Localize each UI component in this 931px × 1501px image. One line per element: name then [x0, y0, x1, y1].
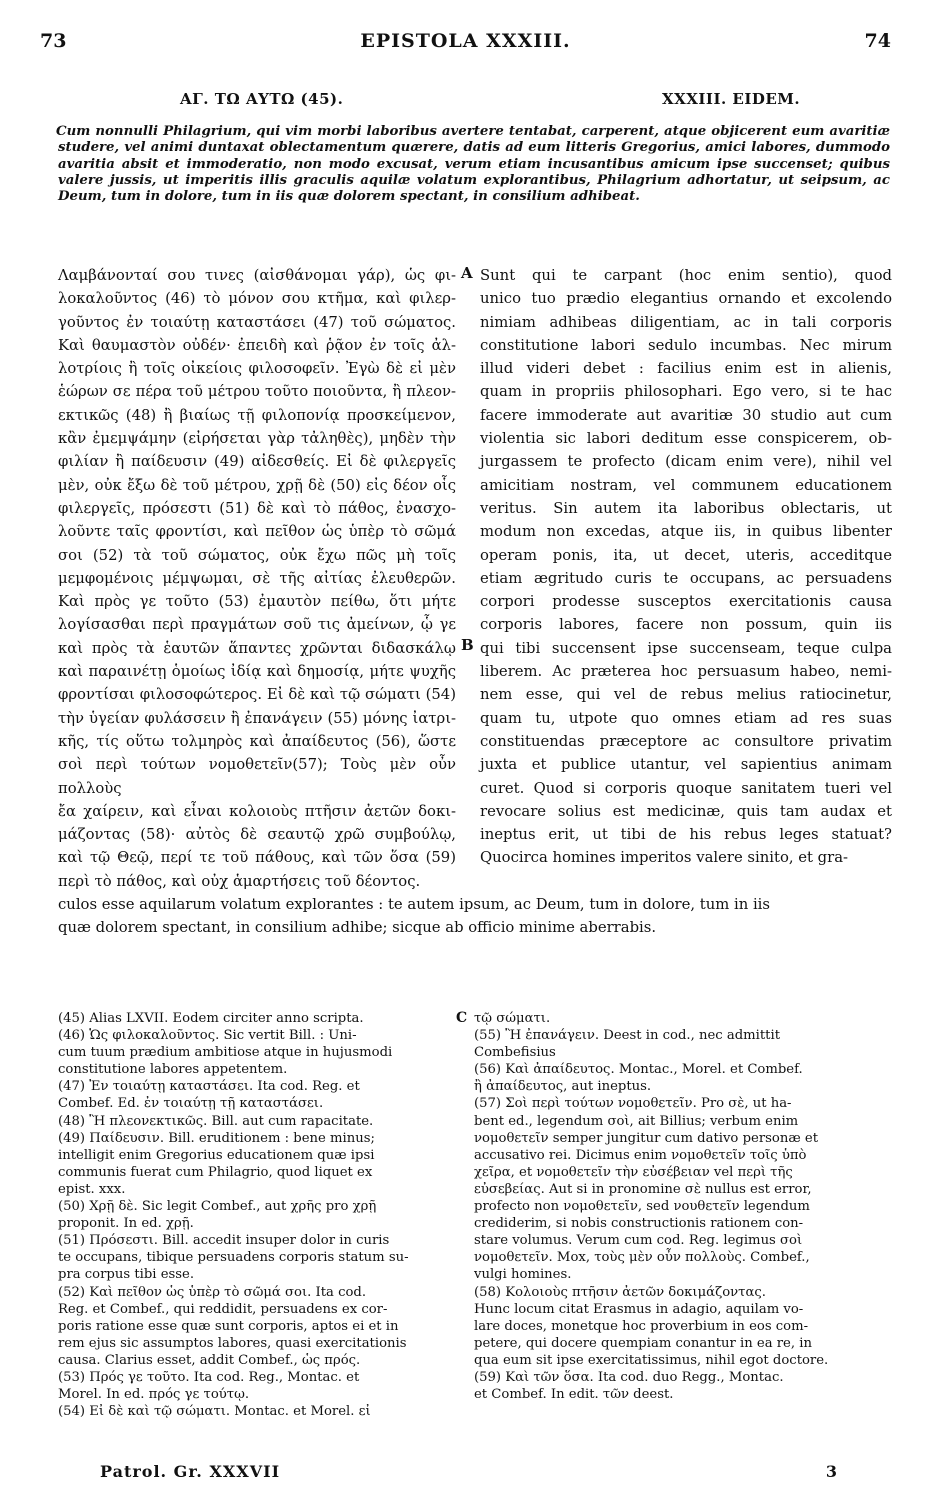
greek-text-line: ἔα χαίρειν, καὶ εἶναι κολοιοὺς πτῆσιν ἀετῶν δοκι- — [58, 802, 456, 820]
greek-text-line: μὲν, οὐκ ἔξω δὲ τοῦ μέτρου, χρῇ δὲ (50) εἰς δέον οἷς — [58, 476, 456, 494]
greek-text-line: γοῦντος ἐν τοιαύτῃ καταστάσει (47) τοῦ σώματος. — [58, 313, 456, 331]
footnote-line: intelligit enim Gregorius educationem quæ ipsi — [58, 1147, 375, 1163]
greek-text-line: καὶ παραινέτῃ ὁμοίως ἰδίᾳ καὶ δημοσίᾳ, μήτε ψυχῆς — [58, 663, 456, 681]
footnote-line: poris ratione esse quæ sunt corporis, aptos ei et in — [58, 1318, 399, 1334]
page-footer — [100, 1462, 837, 1484]
footnote-line: proponit. In ed. χρῇ. — [58, 1216, 194, 1232]
running-title: EPISTOLA XXXIII. — [360, 30, 571, 52]
greek-text-line: φροντίσαι φιλοσοφώτερος. Εἰ δὲ καὶ τῷ σώματι (54) — [58, 686, 456, 704]
greek-text-line: μεμφομένοις μέμψωμαι, σὲ τῆς αἰτίας ἐλευθερῶν. — [58, 569, 456, 587]
footnote-line: Combef. Ed. ἐν τοιαύτῃ τῇ καταστάσει. — [58, 1096, 324, 1112]
greek-text-line: λοτρίοις ἢ τοῖς οἰκείοις φιλοσοφεῖν. Ἐγὼ δὲ εἰ μὲν — [58, 360, 456, 378]
latin-text-line: veritus. Sin autem ita laboribus oblectaris, ut — [480, 499, 892, 517]
latin-text-line: ineptus erit, ut tibi de his rebus leges statuat? — [480, 826, 892, 844]
letter-titles — [40, 90, 891, 112]
latin-text-line: qui tibi succensent ipse succenseam, teque culpa — [480, 639, 892, 657]
latin-text-line: amicitiam nostram, vel communem educationem — [480, 476, 892, 494]
footnote-line: pra corpus tibi esse. — [58, 1267, 195, 1283]
footnote-line: νομοθετεῖν semper jungitur cum dativo personæ et — [474, 1130, 819, 1146]
greek-text-line: σοι (52) τὰ τοῦ σώματος, οὐκ ἔχω πῶς μὴ τοῖς — [58, 546, 456, 564]
latin-text-line: curet. Quod si corporis quoque sanitatem tueri vel — [480, 779, 892, 797]
footnote-line: causa. Clarius esset, addit Combef., ὡς πρός. — [58, 1352, 361, 1368]
footnote-line: (59) Καὶ τῶν ὅσα. Ita cod. duo Regg., Montac. — [474, 1369, 784, 1385]
footnote-line: petere, qui docere quempiam conantur in ea re, in — [474, 1335, 812, 1351]
greek-text-line: Καὶ πρὸς γε τοῦτο (53) ἐμαυτὸν πείθω, ὅτι μήτε — [58, 593, 456, 611]
footnote-line: νομοθετεῖν. Mox, τοὺς μὲν οὖν πολλοὺς. Combef., — [474, 1250, 810, 1266]
margin-marker-c: C — [456, 1010, 468, 1026]
footnote-line: epist. xxx. — [58, 1181, 126, 1197]
footnote-line: cum tuum prædium ambitiose atque in hujusmodi — [58, 1045, 393, 1061]
footnote-line: Morel. In ed. πρός γε τούτῳ. — [58, 1387, 250, 1403]
footnote-line: (52) Καὶ πεῖθον ὡς ὑπὲρ τὸ σῶμά σοι. Ita cod. — [58, 1284, 367, 1300]
footnote-line: (47) Ἐν τοιαύτῃ καταστάσει. Ita cod. Reg. et — [58, 1079, 360, 1095]
footnote-line: εὐσεβείας. Aut si in pronomine σὲ nullus est error, — [474, 1181, 812, 1197]
margin-marker-a: A — [461, 264, 473, 282]
greek-text-line: κῆς, τίς οὕτω τολμηρὸς καὶ ἀπαίδευτος (56), ὥστε — [58, 732, 456, 750]
footnote-line: et Combef. In edit. τῶν deest. — [474, 1387, 674, 1403]
latin-text-line: unico tuo prædio elegantius ornando et excolendo — [480, 290, 892, 308]
latin-text-line: constituendas præceptore ac consultore privatim — [480, 732, 892, 750]
footnote-line: bent ed., legendum σοὶ, ait Billius; verbum enim — [474, 1113, 799, 1129]
footnote-line: constitutione labores appetentem. — [58, 1062, 288, 1078]
greek-text-line: φιλίαν ἢ παίδευσιν (49) αἰδεσθείς. Εἰ δὲ φιλεργεῖς — [58, 453, 456, 471]
footnote-line: crediderim, si nobis constructionis rationem con- — [474, 1216, 804, 1232]
greek-text-line: λογίσασθαι περὶ πραγμάτων σοῦ τις ἀμείνων, ᾧ γε — [58, 616, 456, 634]
footnote-line: χεῖρα, et νομοθετεῖν τὴν εὐσέβειαν vel περὶ τῆς — [474, 1164, 793, 1180]
latin-text-line: constitutione labori sedulo incumbas. Nec mirum — [480, 336, 892, 354]
footnote-line: profecto non νομοθετεῖν, sed νουθετεῖν legendum — [474, 1199, 810, 1215]
footer-signature: Patrol. Gr. XXXVII — [100, 1462, 281, 1481]
greek-letter-title: ΑΓ. ΤΩ ΑΥΤΩ (45). — [180, 90, 344, 108]
latin-text-line: quæ dolorem spectant, in consilium adhibe; sicque ab officio minime aberrabis. — [58, 919, 657, 937]
footnote-line: (55) Ἢ ἐπανάγειν. Deest in cod., nec admittit — [474, 1028, 780, 1044]
greek-text-line: λοῦντε ταῖς φροντίσι, καὶ πεῖθον ὡς ὑπὲρ τὸ σῶμά — [58, 523, 456, 541]
latin-text-line: etiam ægritudo curis te occupans, ac persuadens — [480, 569, 892, 587]
latin-text-line: operam ponis, ita, ut decet, uteris, acceditque — [480, 546, 892, 564]
footnote-line: lare doces, monetque hoc proverbium in eos com- — [474, 1318, 809, 1334]
latin-text-line: modum non excedas, atque iis, in quibus libenter — [480, 523, 892, 541]
greek-text-line: ἑώρων σε πέρα τοῦ μέτρου τοῦτο ποιοῦντα, ἢ πλεον- — [58, 383, 456, 401]
latin-text-line: nem esse, qui vel de rebus melius ratiocinetur, — [480, 686, 892, 704]
footnote-line: communis fuerat cum Philagrio, quod liquet ex — [58, 1164, 373, 1180]
latin-letter-title: XXXIII. EIDEM. — [662, 90, 801, 108]
latin-text-line: quam in propriis philosophari. Ego vero, si te hac — [480, 383, 892, 401]
greek-text-line: φιλεργεῖς, πρόσεστι (51) δὲ καὶ τὸ πάθος, ἐνασχο- — [58, 499, 456, 517]
greek-text-column — [58, 264, 456, 893]
right-page-number: 74 — [864, 30, 891, 52]
footnote-line: Reg. et Combef., qui reddidit, persuadens ex cor- — [58, 1301, 388, 1317]
greek-text-line: περὶ τὸ πάθος, καὶ οὐχ ἁμαρτήσεις τοῦ δέοντος. — [58, 872, 421, 890]
latin-text-line: illud videri debet : facilius enim est in alienis, — [480, 360, 892, 378]
greek-text-line: εκτικῶς (48) ἢ βιαίως τῇ φιλοπονίᾳ προσκείμενον, — [58, 406, 456, 424]
latin-text-line: jurgassem te profecto (dicam enim vere), nihil vel — [480, 453, 892, 471]
greek-text-line: Λαμβάνονταί σου τινες (αἰσθάνομαι γάρ), ὡς φι- — [58, 267, 456, 284]
margin-marker-b: B — [461, 636, 474, 654]
footnote-line: (46) Ὡς φιλοκαλοῦντος. Sic vertit Bill. : Uni- — [58, 1028, 357, 1044]
latin-text-line: liberem. Ac præterea hoc persuasum habeo, nemi- — [480, 663, 892, 681]
latin-text-line: corporis labores, facere non possum, quin iis — [480, 616, 892, 634]
latin-text-line: culos esse aquilarum volatum explorantes : te autem ipsum, ac Deum, tum in dolore, tum in iis — [58, 896, 770, 913]
footnote-line: stare volumus. Verum cum cod. Reg. legimus σοὶ — [474, 1233, 803, 1249]
footnote-line: (48) Ἢ πλεονεκτικῶς. Bill. aut cum rapacitate. — [58, 1113, 374, 1129]
footnote-line: (57) Σοὶ περὶ τούτων νομοθετεῖν. Pro σὲ, ut ha- — [474, 1096, 792, 1112]
footnote-line: τῷ σώματι. — [474, 1011, 551, 1026]
footnotes-left-column — [58, 1010, 458, 1420]
footnote-line: (50) Χρῇ δὲ. Sic legit Combef., aut χρῆς pro χρῇ — [58, 1199, 377, 1215]
footnote-line: rem ejus sic assumptos labores, quasi exercitationis — [58, 1335, 407, 1351]
footnote-line: Hunc locum citat Erasmus in adagio, aquilam vo- — [474, 1301, 804, 1317]
greek-text-line: καὶ τῷ Θεῷ, περί τε τοῦ πάθους, καὶ τῶν ὅσα (59) — [58, 849, 456, 867]
footnotes-right-column — [474, 1010, 892, 1403]
footnote-line: (45) Alias LXVII. Eodem circiter anno scripta. — [58, 1011, 364, 1026]
latin-text-line: Quocirca homines imperitos valere sinito, et gra- — [480, 849, 849, 867]
latin-text-line: revocare solius est medicinæ, quis tam audax et — [480, 802, 892, 820]
footnote-line: te occupans, tibique persuadens corporis statum su- — [58, 1250, 409, 1266]
footnote-line: ἢ ἀπαίδευτος, aut ineptus. — [474, 1079, 652, 1095]
running-header — [40, 30, 891, 54]
latin-text-column — [480, 264, 892, 870]
footnote-line: (53) Πρός γε τοῦτο. Ita cod. Reg., Montac. et — [58, 1369, 360, 1385]
footer-sheet-number: 3 — [825, 1462, 837, 1481]
footnote-line: (51) Πρόσεστι. Bill. accedit insuper dolor in curis — [58, 1233, 390, 1249]
greek-text-line: καὶ πρὸς τὰ ἑαυτῶν ἅπαντες χρῶνται διδασκάλῳ — [58, 639, 456, 657]
footnote-line: vulgi homines. — [474, 1267, 572, 1283]
latin-text-line: corpori prodesse susceptos exercitationis causa — [480, 593, 892, 611]
footnote-line: qua eum sit ipse exercitatissimus, nihil egot doctore. — [474, 1352, 829, 1368]
greek-text-line: μάζοντας (58)· αὐτὸς δὲ σεαυτῷ χρῶ συμβούλῳ, — [58, 826, 456, 844]
footnote-line: (56) Καὶ ἀπαίδευτος. Montac., Morel. et Combef. — [474, 1062, 803, 1078]
footnote-line: (58) Κολοιοὺς πτῆσιν ἀετῶν δοκιμάζοντας. — [474, 1284, 766, 1300]
argument-summary: Cum nonnulli Philagrium, qui vim morbi laboribus avertere tentabat, carperent, atque objicerent eum avaritiæ studere, vel animi duntaxat oblectamentum quærere, datis ad eum litteris Gregorius, amici labores, dummodo avaritia absit et immoderatio, non modo excusat, verum etiam incusantibus amicum ipse succenset; quibus valere jussis, ut imperitis illis graculis aquilæ volatum explorantibus, Philagrium adhortatur, ut seipsum, ac Deum, tum in dolore, tum in iis quæ dolorem spectant, in consilium adhibeat. — [56, 124, 890, 205]
greek-text-line: τὴν ὑγείαν φυλάσσειν ἢ ἐπανάγειν (55) μόνης ἰατρι- — [58, 709, 456, 727]
footnote-line: (54) Εἰ δὲ καὶ τῷ σώματι. Montac. et Morel. εἰ — [58, 1404, 371, 1420]
greek-text-line: λοκαλοῦντος (46) τὸ μόνον σου κτῆμα, καὶ φιλερ- — [58, 290, 456, 308]
latin-text-line: Sunt qui te carpant (hoc enim sentio), quod — [480, 267, 892, 284]
latin-text-line: quam tu, utpote quo omnes etiam ad res suas — [480, 709, 892, 727]
latin-text-line: facere immoderate aut avaritiæ 30 studio aut cum — [480, 406, 892, 424]
footnote-line: Combefisius — [474, 1045, 556, 1061]
greek-text-line: σοὶ περὶ τούτων νομοθετεῖν(57); Τοὺς μὲν οὖν πολλοὺς — [58, 756, 456, 797]
left-page-number: 73 — [40, 30, 67, 52]
greek-text-line: κἂν ἐμεμψάμην (εἰρήσεται γὰρ τἀληθὲς), μηδὲν τὴν — [58, 430, 456, 448]
latin-text-line: nimiam adhibeas diligentiam, ac in tali corporis — [480, 313, 892, 331]
footnote-line: (49) Παίδευσιν. Bill. eruditionem : bene minus; — [58, 1130, 375, 1146]
latin-fullwidth-continuation — [58, 893, 892, 940]
latin-text-line: violentia sic labori deditum esse conspicerem, ob- — [480, 430, 892, 448]
footnote-line: accusativo rei. Dicimus enim νομοθετεῖν τοῖς ὑπὸ — [474, 1147, 807, 1163]
latin-text-line: juxta et publice utantur, vel sapientius animam — [480, 756, 892, 774]
greek-text-line: Καὶ θαυμαστὸν οὐδέν· ἐπειδὴ καὶ ῥᾷον ἐν τοῖς ἀλ- — [58, 336, 456, 354]
